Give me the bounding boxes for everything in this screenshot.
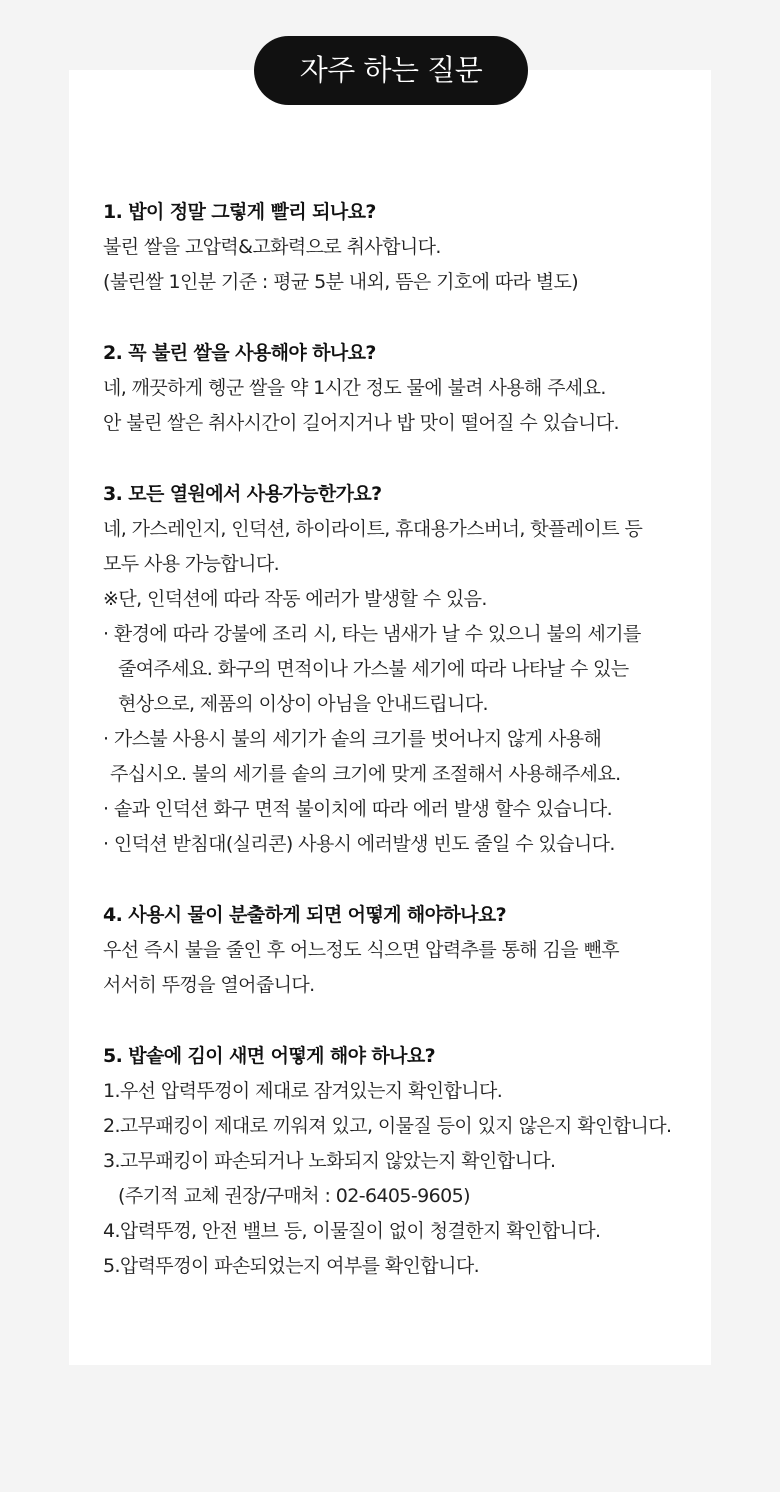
faq-note-line: ※단, 인덕션에 따라 작동 에러가 발생할 수 있음. <box>103 588 487 610</box>
faq-answer-line: 3.고무패킹이 파손되거나 노화되지 않았는지 확인합니다. <box>103 1150 556 1172</box>
faq-bullet-continuation: 현상으로, 제품의 이상이 아님을 안내드립니다. <box>118 693 488 715</box>
faq-answer-line: 안 불린 쌀은 취사시간이 길어지거나 밥 맛이 떨어질 수 있습니다. <box>103 412 620 434</box>
faq-item-1 <box>103 195 703 300</box>
faq-bullet-line: · 솥과 인덕션 화구 면적 불이치에 따라 에러 발생 할수 있습니다. <box>103 798 613 820</box>
faq-item-3 <box>103 477 703 862</box>
faq-bullet-continuation: 줄여주세요. 화구의 면적이나 가스불 세기에 따라 나타날 수 있는 <box>118 658 629 680</box>
page-title: 자주 하는 질문 <box>254 36 528 105</box>
faq-answer-line: 네, 가스레인지, 인덕션, 하이라이트, 휴대용가스버너, 핫플레이트 등 <box>103 518 643 540</box>
faq-question: 1. 밥이 정말 그렇게 빨리 되나요? <box>103 201 376 223</box>
faq-answer-line: 2.고무패킹이 제대로 끼워져 있고, 이물질 등이 있지 않은지 확인합니다. <box>103 1115 672 1137</box>
faq-contact-line: (주기적 교체 권장/구매처 : 02-6405-9605) <box>118 1185 470 1207</box>
faq-question: 2. 꼭 불린 쌀을 사용해야 하나요? <box>103 342 376 364</box>
faq-bullet-line: · 환경에 따라 강불에 조리 시, 타는 냄새가 날 수 있으니 불의 세기를 <box>103 623 641 645</box>
faq-bullet-continuation: 주십시오. 불의 세기를 솥의 크기에 맞게 조절해서 사용해주세요. <box>110 763 621 785</box>
faq-item-4 <box>103 898 703 1003</box>
faq-answer-line: 4.압력뚜껑, 안전 밸브 등, 이물질이 없이 청결한지 확인합니다. <box>103 1220 601 1242</box>
faq-answer-line: 불린 쌀을 고압력&고화력으로 취사합니다. <box>103 236 441 258</box>
faq-answer-line: (불린쌀 1인분 기준 : 평균 5분 내외, 뜸은 기호에 따라 별도) <box>103 271 579 293</box>
faq-answer-line: 우선 즉시 불을 줄인 후 어느정도 식으면 압력추를 통해 김을 뺀후 <box>103 939 620 961</box>
faq-answer-line: 네, 깨끗하게 헹군 쌀을 약 1시간 정도 물에 불려 사용해 주세요. <box>103 377 606 399</box>
faq-question: 5. 밥솥에 김이 새면 어떻게 해야 하나요? <box>103 1045 436 1067</box>
faq-bullet-line: · 인덕션 받침대(실리콘) 사용시 에러발생 빈도 줄일 수 있습니다. <box>103 833 615 855</box>
faq-item-2 <box>103 336 703 441</box>
faq-answer-line: 모두 사용 가능합니다. <box>103 553 280 575</box>
faq-list <box>103 195 703 1320</box>
faq-answer-line: 1.우선 압력뚜껑이 제대로 잠겨있는지 확인합니다. <box>103 1080 503 1102</box>
faq-question: 4. 사용시 물이 분출하게 되면 어떻게 해야하나요? <box>103 904 507 926</box>
faq-bullet-line: · 가스불 사용시 불의 세기가 솥의 크기를 벗어나지 않게 사용해 <box>103 728 602 750</box>
faq-answer-line: 서서히 뚜껑을 열어줍니다. <box>103 974 315 996</box>
faq-item-5 <box>103 1039 703 1284</box>
faq-question: 3. 모든 열원에서 사용가능한가요? <box>103 483 382 505</box>
faq-answer-line: 5.압력뚜껑이 파손되었는지 여부를 확인합니다. <box>103 1255 480 1277</box>
